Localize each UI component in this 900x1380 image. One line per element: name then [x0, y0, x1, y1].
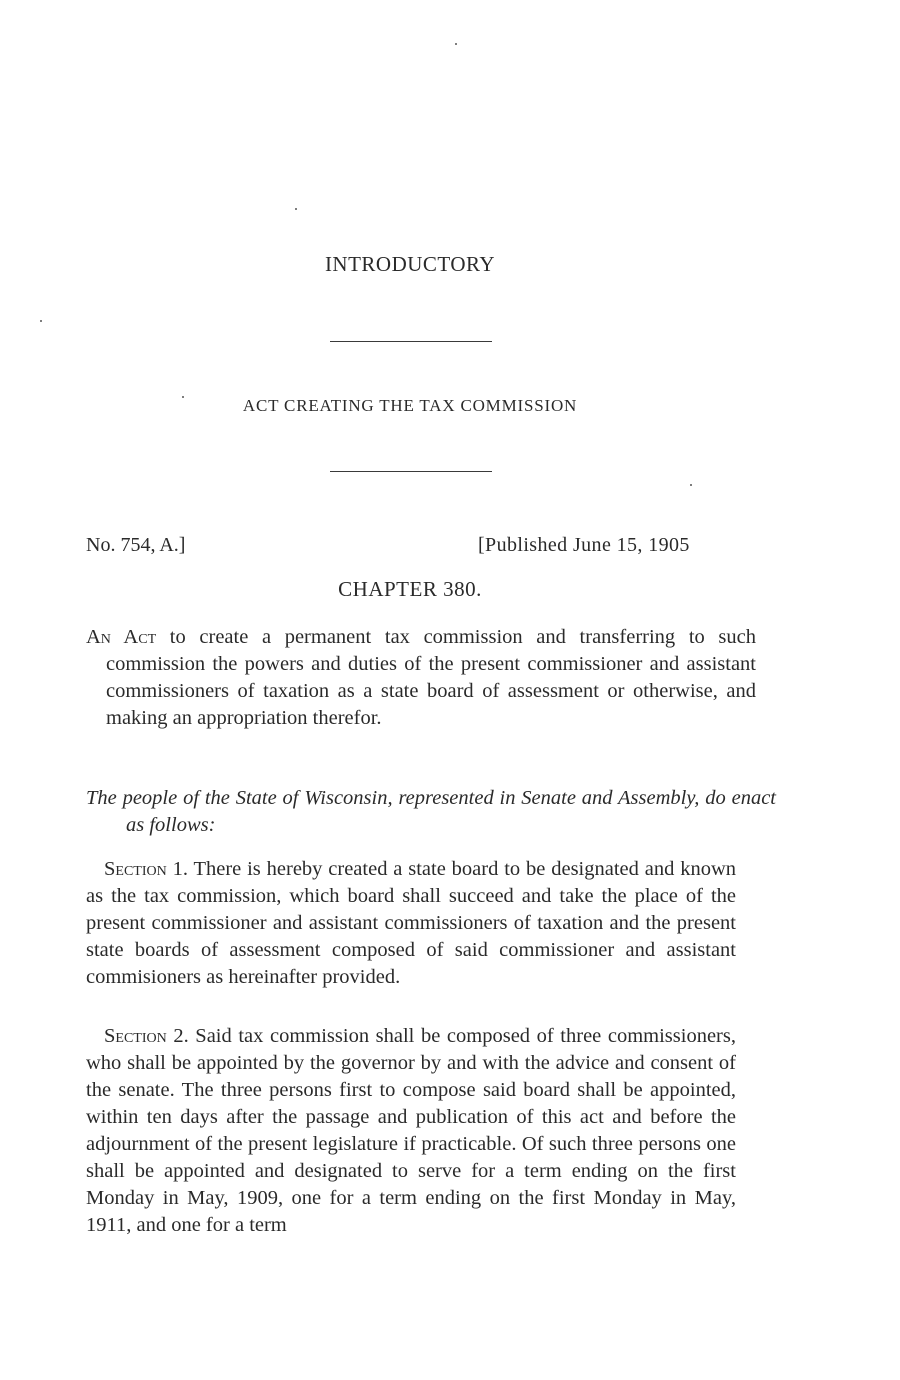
section-2-label: Section 2.	[104, 1025, 189, 1047]
divider-top	[330, 341, 492, 342]
section-1	[86, 856, 736, 991]
act-lead: An Act	[86, 626, 157, 648]
scan-speck	[40, 320, 42, 322]
section-1-text: There is hereby created a state board to be designated and known as the tax commission, which board shall succeed and take the place of the present commissioner and assistant commissioners of taxation and the present state boards of assessment composed of said commissioner and assistant commisioners as hereinafter provided.	[86, 858, 736, 988]
section-2-text: Said tax commission shall be composed of three commissioners, who shall be appointed by the governor by and with the advice and consent of the senate. The three persons first to compose said board shall be appointed, within ten days after the passage and publication of this act and before the adjournment of the present legislature if practicable. Of such three persons one shall be appointed and designated to serve for a term ending on the first Monday in May, 1909, one for a term ending on the first Monday in May, 1911, and one for a term	[86, 1025, 736, 1236]
scan-speck	[295, 208, 297, 210]
page-title: INTRODUCTORY	[324, 252, 496, 276]
scan-speck	[455, 43, 457, 45]
act-description	[86, 624, 756, 732]
bill-number: No. 754, A.]	[86, 534, 186, 556]
section-1-label: Section 1.	[104, 858, 188, 880]
divider-bottom	[330, 471, 492, 472]
section-2	[86, 1023, 736, 1239]
scan-speck	[690, 484, 692, 486]
published-date: [Published June 15, 1905	[478, 534, 690, 556]
scan-speck	[182, 396, 184, 398]
enacting-clause: The people of the State of Wisconsin, represented in Senate and Assembly, do enact as follows:	[86, 787, 776, 836]
act-text: to create a permanent tax commission and transferring to such commission the powers and duties of the present commissioner and assistant commissioners of taxation as a state board of assessment or otherwise, and making an appropriation therefor.	[106, 626, 756, 729]
act-subtitle: ACT CREATING THE TAX COMMISSION	[242, 396, 578, 415]
chapter-heading: CHAPTER 380.	[338, 577, 482, 601]
